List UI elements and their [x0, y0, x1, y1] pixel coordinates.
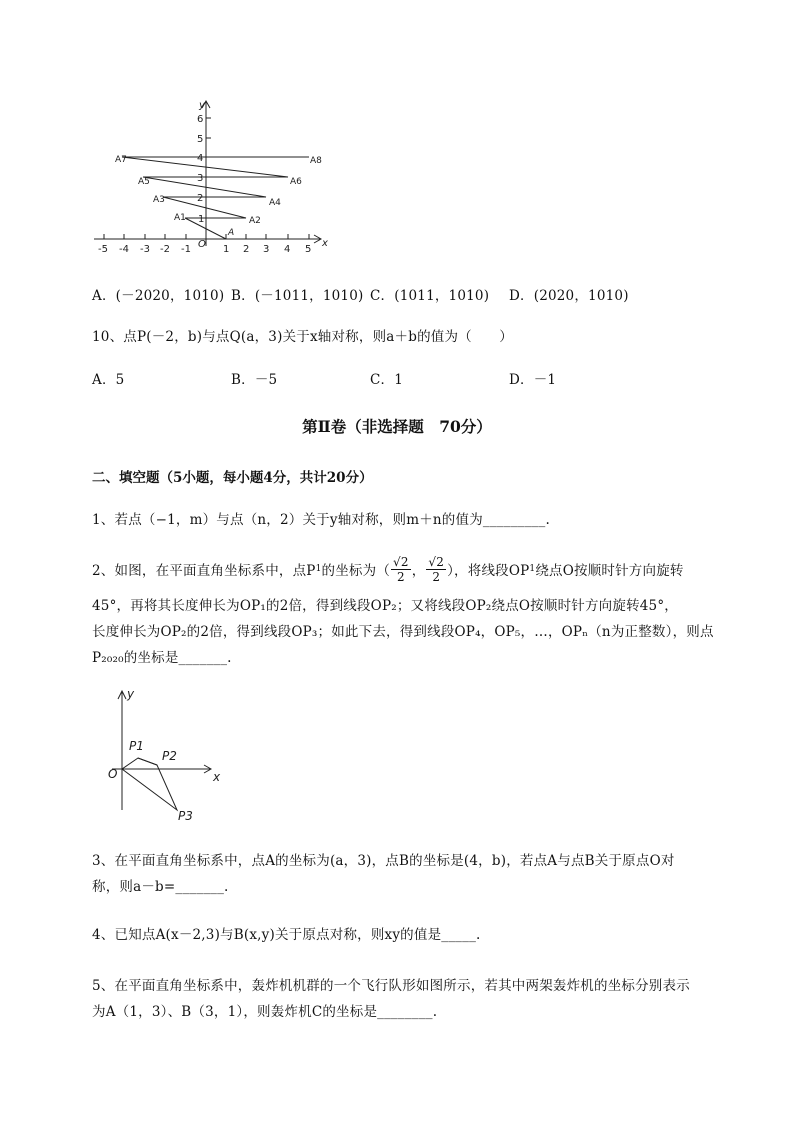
point-label-a5: A5 — [138, 177, 150, 187]
x-tick-label: -2 — [160, 244, 170, 254]
sqrt2-over-2-fraction — [391, 555, 411, 584]
x-tick-label: 1 — [223, 244, 230, 254]
point-label-a3: A3 — [153, 195, 165, 205]
point-label-a2: A2 — [249, 216, 261, 226]
section-title: 二、填空题（5小题，每小题4分，共计20分） — [92, 470, 373, 486]
fraction-numerator: √2 — [428, 554, 445, 569]
y-tick-label: 5 — [197, 134, 204, 145]
fig2-x-label: x — [213, 770, 221, 784]
x-tick-label: -5 — [98, 244, 108, 254]
point-label-a6: A6 — [290, 177, 302, 187]
point-label-a4: A4 — [269, 198, 281, 208]
q9-option-d: D．(2020，1010) — [509, 288, 629, 304]
q2-line1-b: 的坐标为（ — [321, 563, 391, 579]
q3-line2: 称，则a－b=_______. — [92, 879, 229, 895]
q2-line4: P₂₀₂₀的坐标是_______. — [92, 650, 232, 666]
x-tick-label: 3 — [263, 244, 270, 254]
x-tick-label: 5 — [305, 244, 312, 254]
fig2-p1: P1 — [129, 739, 144, 753]
q9-option-a: A．(－2020，1010) — [92, 288, 225, 304]
y-tick-label: 3 — [197, 173, 204, 184]
part2-title: 第Ⅱ卷（非选择题 70分） — [302, 417, 492, 436]
fraction-numerator: √2 — [393, 554, 409, 569]
x-tick-label: -4 — [119, 244, 129, 254]
q5-line1: 5、在平面直角坐标系中，轰炸机机群的一个飞行队形如图所示，若其中两架轰炸机的坐标分别表示 — [92, 978, 690, 994]
q10-option-a: A．5 — [92, 372, 125, 388]
origin-label: O — [198, 239, 206, 250]
q4-text: 4、已知点A(x－2,3)与B(x,y)关于原点对称，则xy的值是_____. — [92, 927, 481, 943]
sqrt2-over-2-fraction — [426, 555, 446, 584]
q2-line1-sub2: 1 — [529, 564, 536, 574]
fraction-denominator: 2 — [396, 569, 405, 584]
y-tick-label: 2 — [197, 193, 204, 204]
x-tick-label: 2 — [243, 244, 250, 254]
q10-option-d: D．－1 — [509, 372, 557, 388]
point-label-a7: A7 — [115, 155, 127, 165]
q10-stem: 10、点P(－2，b)与点Q(a，3)关于x轴对称，则a＋b的值为（ ） — [92, 329, 513, 345]
figure-rotating-segments — [98, 686, 238, 826]
q10-option-c: C．1 — [370, 372, 404, 388]
x-axis-label: x — [322, 238, 328, 249]
q5-line2: 为A（1，3）、B（3，1），则轰炸机C的坐标是________. — [92, 1004, 438, 1020]
q2-line2: 45°，再将其长度伸长为OP₁的2倍，得到线段OP₂；又将线段OP₂绕点O按顺时针方向旋转45°， — [92, 598, 679, 614]
q9-option-b: B．(－1011，1010) — [231, 288, 364, 304]
q2-line1-c: ），将线段OP — [447, 563, 530, 579]
x-tick-label: -3 — [140, 244, 150, 254]
fraction-denominator: 2 — [432, 569, 441, 584]
q3-line1: 3、在平面直角坐标系中，点A的坐标为(a，3)，点B的坐标是(4，b)，若点A与点B关于原点O对 — [92, 853, 675, 869]
x-tick-label: 4 — [284, 244, 291, 254]
q2-line1 — [92, 549, 684, 589]
point-label-a1: A1 — [174, 213, 186, 223]
fig2-origin: O — [108, 767, 118, 781]
q2-line1-d: 绕点O按顺时针方向旋转 — [535, 563, 684, 579]
x-tick-label: -1 — [181, 244, 191, 254]
y-tick-label: 6 — [197, 114, 204, 125]
y-tick-label: 4 — [197, 153, 204, 164]
q1-text: 1、若点（−1，m）与点（n，2）关于y轴对称，则m＋n的值为_________. — [92, 512, 550, 528]
q2-line1-a: 2、如图，在平面直角坐标系中，点P — [92, 563, 316, 579]
y-tick-label: 1 — [198, 214, 205, 225]
y-axis-label: y — [199, 100, 205, 111]
point-label-a: A — [228, 228, 235, 238]
fig2-p2: P2 — [162, 749, 177, 763]
q2-line3: 长度伸长为OP₂的2倍，得到线段OP₃；如此下去，得到线段OP₄，OP₅，…，OPₙ（n为正整数），则点 — [92, 624, 714, 640]
point-label-a8: A8 — [310, 156, 322, 166]
q2-line1-sub: 1 — [315, 564, 322, 574]
q10-option-b: B．－5 — [231, 372, 278, 388]
figure-zigzag-coordinate-plane — [88, 96, 338, 254]
fig2-p3: P3 — [178, 809, 193, 823]
q2-comma: ， — [411, 563, 426, 579]
q9-option-c: C．(1011，1010) — [370, 288, 490, 304]
fig2-y-label: y — [127, 687, 135, 701]
